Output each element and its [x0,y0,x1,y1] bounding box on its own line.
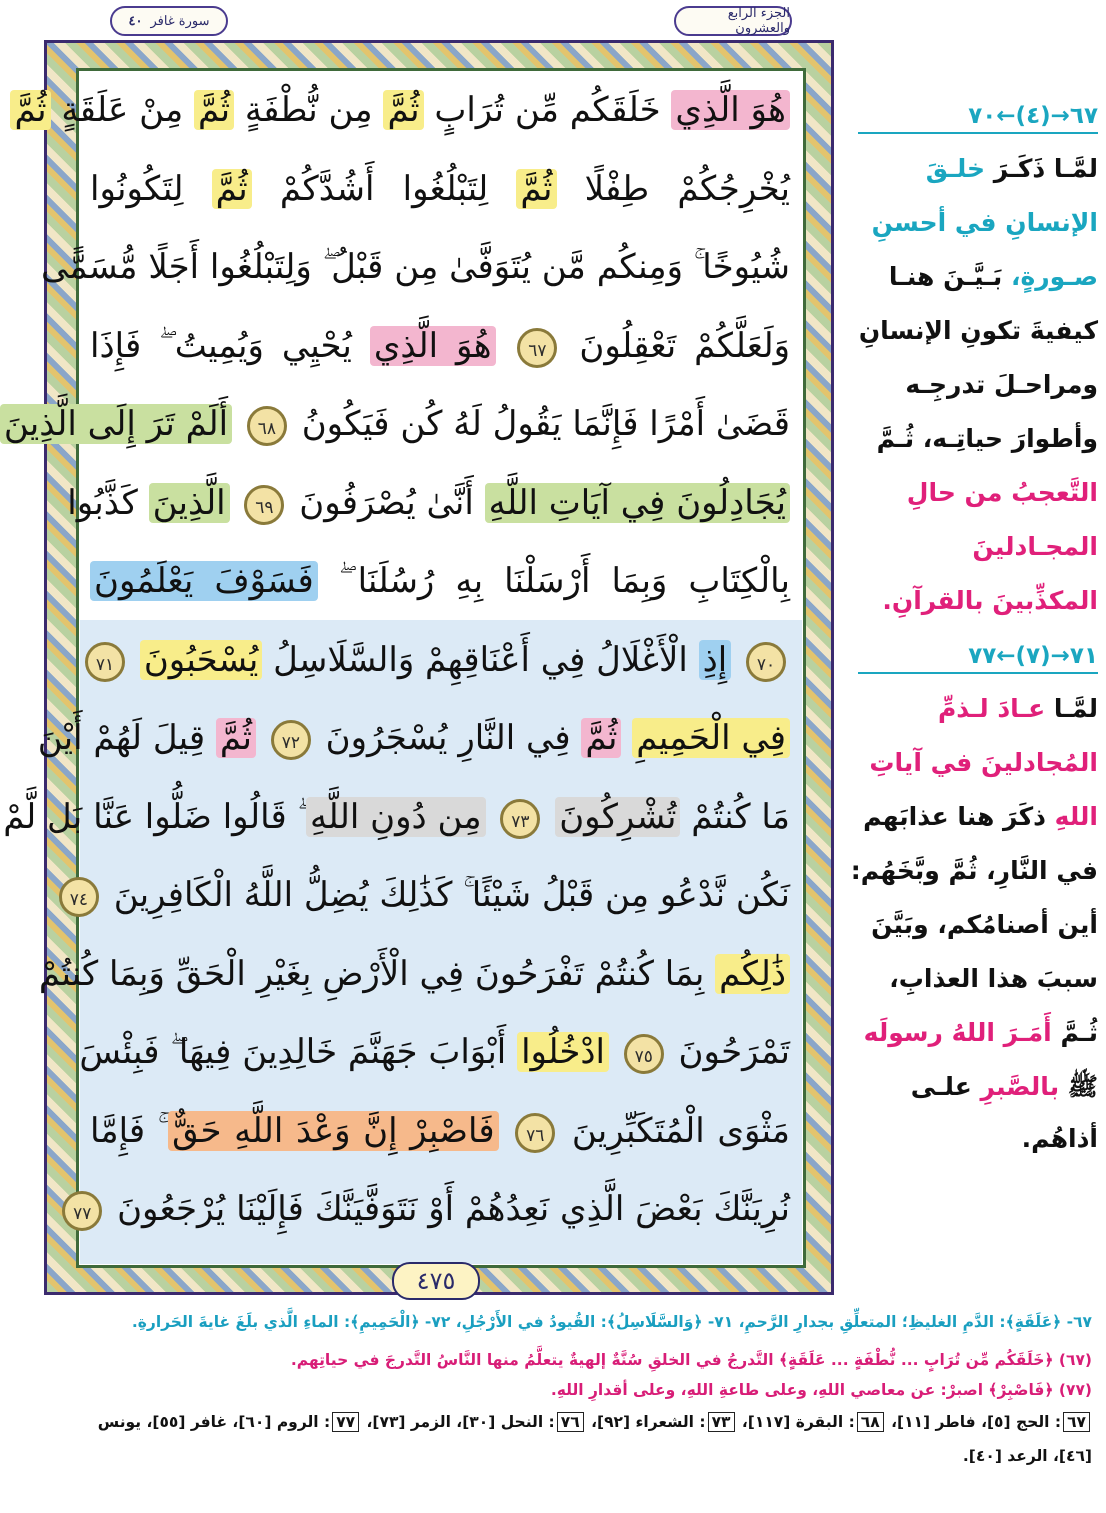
sidebar-line [852,574,1098,628]
footnote-line: (٧٧) ﴿فَاصْبِرْ﴾ اصبرْ: عن معاصي اللهِ، وعلى طاعةِ اللهِ، وعلى أقدارِ اللهِ. [550,1381,1092,1399]
sidebar-text: أَمَـرَ اللهُ رسولَه [863,1018,1052,1047]
verse-text [731,640,742,680]
footnote-text: : النحل [٣٠]، الزمر [٧٣]، [361,1413,555,1431]
sidebar-line [852,466,1098,520]
verse-text: ۖ قَالُوا ضَلُّوا عَنَّا بَل لَّمْ [3,796,307,837]
verse-text [621,718,632,758]
highlighted-phrase: يُسْحَبُونَ [140,640,263,680]
ayah-number-marker: ٦٩ [244,485,284,525]
sidebar-line [852,304,1098,358]
sidebar-text: خلـقَ [925,154,986,183]
sidebar-text: ذكَرَ هنا عذابَهم [863,802,1055,831]
highlighted-phrase: ثُمَّ [581,718,621,758]
verse-text: خَلَقَكُم مِّن تُرَابٍ [423,90,672,130]
sidebar-text: كيفيةَ تكونِ الإنسانِ [858,316,1098,345]
verse-text: فِي النَّارِ يُسْجَرُونَ [314,718,582,758]
highlighted-phrase: ثُمَّ [10,90,50,130]
sidebar-line [852,1006,1098,1060]
highlighted-phrase: ثُمَّ [216,718,256,758]
highlighted-phrase: ثُمَّ [212,169,252,209]
highlighted-phrase: أَلَمْ تَرَ إِلَى الَّذِينَ [0,404,232,444]
highlighted-phrase: ادْخُلُوا [517,1032,609,1072]
ayah-number-marker: ٧٥ [624,1034,664,1074]
sidebar-line [852,736,1098,790]
ayah-number-marker: ٧٦ [515,1113,555,1153]
verse-line [67,473,790,533]
verse-text [129,640,140,680]
highlighted-phrase: ثُمَّ [383,90,423,130]
ayah-number-marker: ٧٤ [59,877,99,917]
sidebar-line [852,142,1098,196]
highlighted-phrase: الَّذِينَ [149,483,230,523]
verse-line [14,80,790,140]
sidebar-line [852,790,1098,844]
sidebar-text: لمَّـا ذَكَـرَ [985,154,1098,183]
page-number-text: ٤٧٥ [416,1267,456,1295]
verse-line [90,551,790,611]
verse-line [90,159,790,219]
highlighted-phrase: ثُمَّ [516,169,556,209]
juz-label [674,6,792,36]
verse-range: ٧١→(٧)←٧٧ [968,643,1098,669]
verse-text: مَثْوَى الْمُتَكَبِّرِينَ [559,1110,790,1151]
sidebar-line [852,898,1098,952]
sidebar-divider [858,132,1098,134]
verse-text: وَلَعَلَّكُمْ تَعْقِلُونَ [561,325,790,366]
footnote-line: ٦٧- ﴿عَلَقَةٍ﴾: الدَّمِ الغليظِ؛ المتعلِّقِ بجدارِ الرَّحمِ، ٧١- ﴿وَالسَّلَاسِلُ﴾: القُيودُ في الأَرْجُلِ، ٧٢- ﴿الْحَمِيمِ﴾: الماءِ الَّذي بلَغَ غايةَ الحَرارةِ. [131,1313,1092,1331]
cross-ref-verse: ٧٣ [708,1412,735,1432]
verse-line [3,394,790,454]
verse-text: لِتَبْلُغُوا أَشُدَّكُمْ [251,168,517,209]
sidebar-text: عـادَ لـذمِّ [937,694,1046,723]
highlighted-phrase: يُجَادِلُونَ فِي آيَاتِ اللَّهِ [485,483,790,523]
verse-line [37,708,790,768]
sidebar-text: بَـيَّـنَ هنـا [888,262,1011,291]
verse-text: نُرِيَنَّكَ بَعْضَ الَّذِي نَعِدُهُمْ أَوْ نَتَوَفَّيَنَّكَ فَإِلَيْنَا يُرْجَعُونَ [106,1189,790,1229]
sidebar-text: المجـادلينَ [972,532,1098,561]
ayah-number-marker: ٦٧ [517,328,557,368]
surah-text: سورة غافر [150,13,210,29]
sidebar-text: ثُـمَّ [1051,1018,1098,1047]
sidebar-text: سببَ هذا العذابِ، [889,964,1098,993]
sidebar-text: ﷺ [1059,1072,1098,1101]
sidebar-line [852,196,1098,250]
verse-text: نَكُن نَّدْعُو مِن قَبْلُ شَيْئًا ۚ كَذَٰلِكَ يُضِلُّ اللَّهُ الْكَافِرِينَ [102,875,790,915]
sidebar-text: علـى [910,1072,981,1101]
verse-line [69,865,790,925]
sidebar-text: المكذِّبينَ بالقرآنِ. [882,586,1098,615]
sidebar-line [852,952,1098,1006]
sidebar-text: أذاهُم. [1021,1124,1098,1153]
ayah-number-marker: ٧٧ [62,1191,102,1231]
sidebar-text: اللهِ [1054,802,1098,831]
verse-text: بِمَا كُنتُمْ تَفْرَحُونَ فِي الْأَرْضِ بِغَيْرِ الْحَقِّ وَبِمَا كُنتُمْ [38,953,716,994]
verse-text: لِتَكُونُوا [90,168,212,209]
sidebar-text: صـورةٍ، [1010,262,1098,291]
verse-line [3,787,790,847]
verse-text [230,483,241,523]
sidebar-text: وأطوارَ حياتِـه، ثُـمَّ [876,424,1098,453]
verse-text [232,404,243,444]
sidebar-text: بالصَّبرِ [980,1072,1060,1101]
verse-line [40,237,790,297]
sidebar-line [852,682,1098,736]
sidebar-text: لمَّـا [1045,694,1098,723]
verse-text: ۚ فَإِمَّا [90,1110,169,1151]
verse-text [496,326,514,366]
juz-text: الجزء الرابع والعشرون [727,6,790,36]
sidebar-text: أين أصنامُكم، وبَيَّنَ [871,910,1098,939]
verse-line [38,944,790,1004]
highlighted-phrase: هُوَ الَّذِي [671,90,790,130]
highlighted-phrase: ذَٰلِكُم [715,954,790,994]
sidebar-divider [858,672,1098,674]
verse-line [90,316,790,376]
cross-ref-verse: ٧٧ [332,1412,359,1432]
verse-text: تَمْرَحُونَ [667,1032,790,1072]
footnote-line [22,1410,1092,1434]
footnote-line: [٤٦]، الرعد [٤٠]. [962,1447,1092,1465]
sidebar-line [852,520,1098,574]
verse-line [90,630,790,690]
verse-text: أَبْوَابَ جَهَنَّمَ خَالِدِينَ فِيهَا ۖ فَبِئْسَ [79,1032,518,1072]
sidebar-line [852,412,1098,466]
verse-text: قِيلَ لَهُمْ أَيْنَ [37,718,216,758]
verse-text: شُيُوخًا ۚ وَمِنكُم مَّن يُتَوَفَّىٰ مِن قَبْلُ ۖ وَلِتَبْلُغُوا أَجَلًا مُّسَمًّى [40,247,790,287]
verse-text: أَنَّىٰ يُصْرَفُونَ [288,482,485,523]
verse-text: مَا كُنتُمْ [680,796,790,837]
verse-line [79,1022,790,1082]
sidebar-text: في النَّارِ، ثُمَّ وبَّخَهُم: [850,856,1098,885]
highlighted-phrase: ثُمَّ [194,90,234,130]
highlighted-phrase: فَاصْبِرْ إِنَّ وَعْدَ اللَّهِ حَقٌّ [168,1111,499,1151]
verse-text [256,718,267,758]
footnote-text: : الشعراء [٩٢]، [585,1413,706,1431]
verse-line [73,1179,790,1239]
highlighted-phrase: إِذِ [699,640,732,680]
verse-text: كَذَّبُوا [67,482,149,523]
sidebar-text: المُجادلينَ في آياتِ [869,748,1098,777]
verse-text: مِن نُّطْفَةٍ [234,90,384,130]
highlighted-phrase: فِي الْحَمِيمِ [632,718,790,758]
ayah-number-marker: ٧١ [85,642,125,682]
sidebar-text: التَّعجبُ من حالِ [906,478,1098,507]
verse-text [544,797,555,837]
highlighted-phrase: مِن دُونِ اللَّهِ [306,797,486,837]
verse-text: يُحْيِي وَيُمِيتُ ۖ فَإِذَا [90,325,370,366]
verse-text: بِالْكِتَابِ وَبِمَا أَرْسَلْنَا بِهِ رُسُلَنَا ۖ [317,561,790,601]
cross-ref-verse: ٧٦ [557,1412,584,1432]
verse-range: ٦٧→(٤)←٧٠ [968,103,1098,129]
footnote-text: : البقرة [١١٧]، [736,1413,855,1431]
ayah-number-marker: ٧٢ [271,720,311,760]
verse-text: قَضَىٰ أَمْرًا فَإِنَّمَا يَقُولُ لَهُ كُن فَيَكُونُ [290,404,790,444]
ayah-number-marker: ٧٣ [500,799,540,839]
sidebar-line [852,358,1098,412]
footnote-line: (٦٧) ﴿خَلَقَكُم مِّن تُرَابٍ ... نُّطْفَةٍ ... عَلَقَةٍ﴾ التَّدرجُ في الخلقِ سُنَّةٌ إلهيةٌ يتعلَّمُ منها النَّاسُ التَّدرجَ في حياتِهم. [290,1351,1092,1369]
ayah-number-marker: ٧٠ [746,642,786,682]
verse-text [486,797,497,837]
ayah-number-marker: ٦٨ [247,406,287,446]
sidebar-text: الإنسانِ في أحسنِ [871,208,1098,237]
sidebar-line [852,844,1098,898]
verse-line [90,1101,790,1161]
verse-text: الْأَغْلَالُ فِي أَعْنَاقِهِمْ وَالسَّلَاسِلُ [262,639,699,680]
highlighted-phrase: تُشْرِكُونَ [555,797,680,837]
sidebar-line [852,1060,1098,1114]
page-number [392,1262,480,1300]
verse-text: مِنْ عَلَقَةٍ [50,90,195,130]
highlighted-phrase: فَسَوْفَ يَعْلَمُونَ [90,561,318,601]
verse-text [499,1111,512,1151]
sidebar-line [852,1112,1098,1166]
highlighted-phrase: هُوَ الَّذِي [370,326,496,366]
sidebar-text: ومراحـلَ تدرجِـه [905,370,1098,399]
cross-ref-verse: ٦٨ [857,1412,884,1432]
surah-number: ٤٠ [128,13,143,29]
surah-label [110,6,228,36]
footnote-text: : الروم [٦٠]، غافر [٥٥]، يونس [97,1413,331,1431]
verse-text: يُخْرِجُكُمْ طِفْلًا [556,168,790,209]
footnote-text: : الحج [٥]، فاطر [١١]، [885,1413,1062,1431]
cross-ref-verse: ٦٧ [1063,1412,1090,1432]
sidebar-line [852,250,1098,304]
verse-text [609,1032,620,1072]
